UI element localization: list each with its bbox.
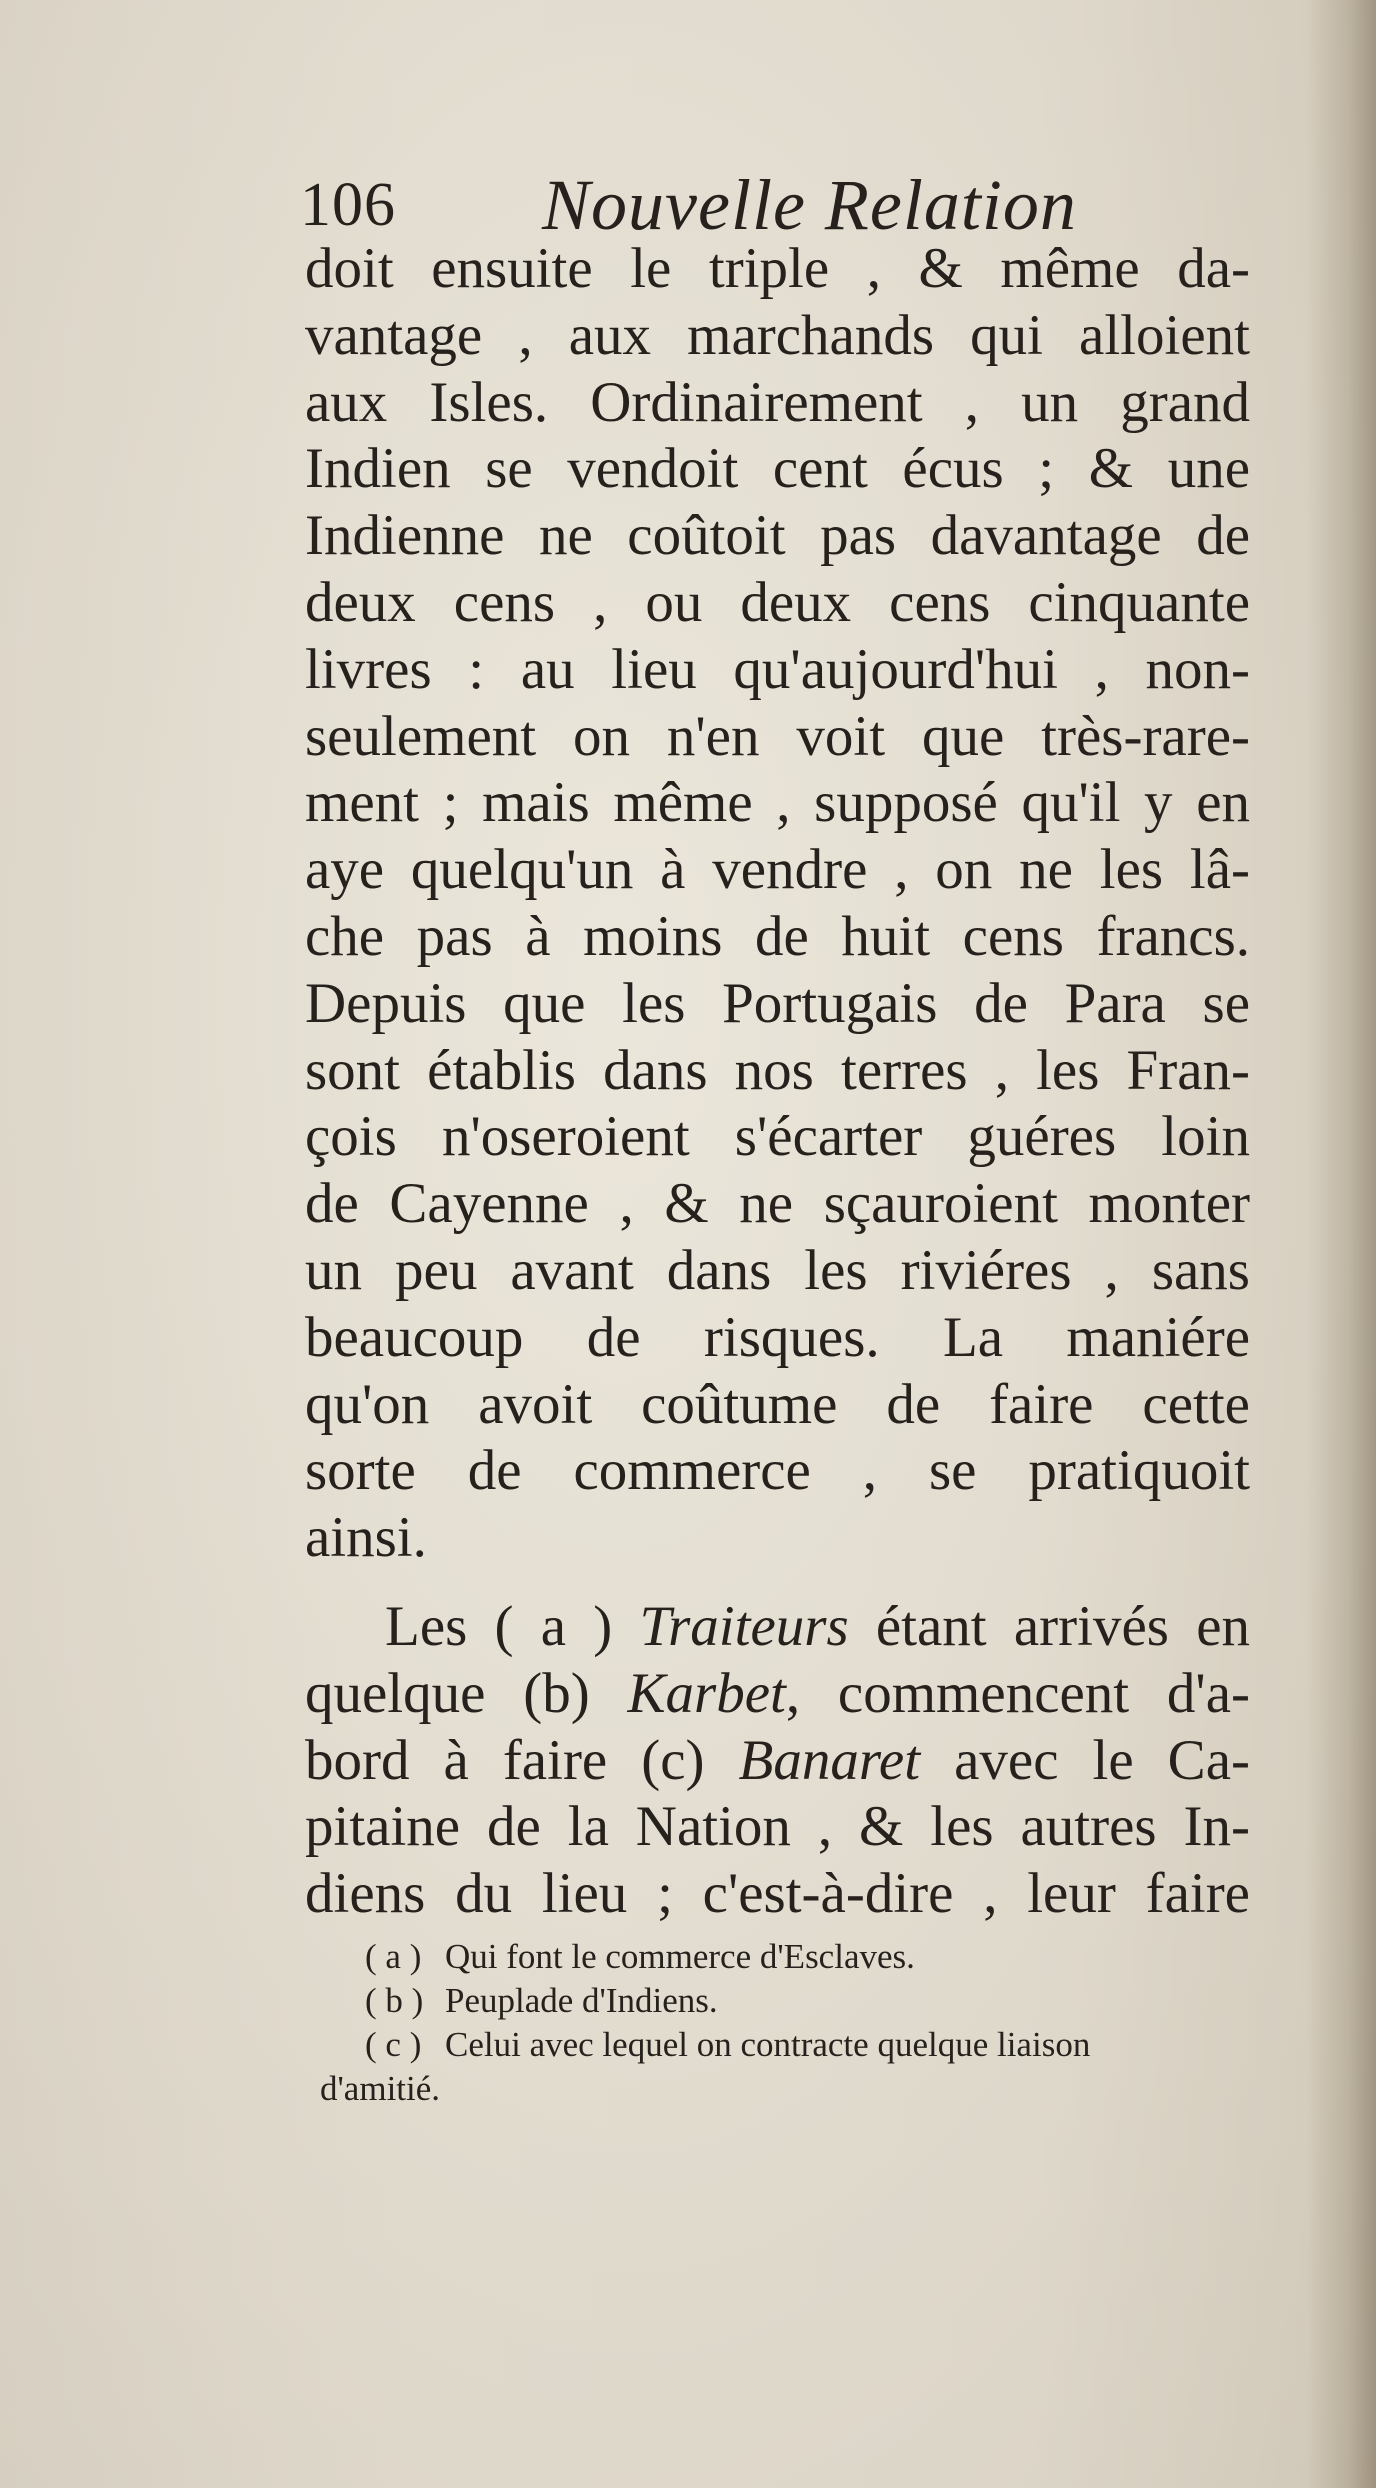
text-line: aye quelqu'un à vendre , on ne les lâ- <box>305 838 1250 902</box>
text-line: qu'on avoit coûtume de faire cette <box>305 1372 1250 1436</box>
text-run: avec le Ca- <box>920 1728 1250 1792</box>
footnote-marker: ( c ) <box>365 2025 422 2064</box>
paragraph2-line-5: diens du lieu ; c'est-à-dire , leur faire <box>305 1862 1250 1926</box>
text-line: çois n'oseroient s'écarter guéres loin <box>305 1105 1250 1169</box>
footnote-continuation: d'amitié. <box>320 2069 441 2108</box>
footnote-text: Qui font le commerce d'Esclaves. <box>445 1937 915 1976</box>
running-title: Nouvelle Relation <box>542 165 1077 245</box>
footnote <box>320 1935 1260 1979</box>
text-line: livres : au lieu qu'aujourd'hui , non- <box>305 637 1250 701</box>
footnote-text: Celui avec lequel on contracte quelque liaison <box>445 2025 1091 2064</box>
italic-term: Banaret <box>738 1728 921 1792</box>
paragraph2-line-1 <box>305 1594 1250 1661</box>
text-line: ainsi. <box>305 1506 427 1570</box>
paragraph-gap <box>305 1572 1250 1594</box>
italic-term: Karbet <box>627 1661 786 1725</box>
footnote-text: Peuplade d'Indiens. <box>445 1981 718 2020</box>
text-line: sorte de commerce , se pratiquoit <box>305 1439 1250 1503</box>
text-run: bord à faire (c) <box>305 1728 739 1792</box>
footnote <box>320 2023 1260 2067</box>
paragraph2-line-3 <box>305 1728 1250 1795</box>
text-line: Depuis que les Portugais de Para se <box>305 971 1250 1035</box>
paragraph2-line-4: pitaine de la Nation , & les autres In- <box>305 1795 1250 1859</box>
text-line: un peu avant dans les riviéres , sans <box>305 1238 1250 1302</box>
text-run: étant arrivés en <box>848 1594 1251 1658</box>
page-number: 106 <box>300 171 396 239</box>
text-line: doit ensuite le triple , & même da- <box>305 237 1250 300</box>
text-line: sont établis dans nos terres , les Fran- <box>305 1038 1250 1102</box>
text-line: Indien se vendoit cent écus ; & une <box>305 437 1250 501</box>
text-line: ment ; mais même , supposé qu'il y en <box>305 771 1250 835</box>
text-line: seulement on n'en voit que très-rare- <box>305 704 1250 768</box>
text-run: , commencent d'a- <box>785 1661 1250 1725</box>
italic-term: Traiteurs <box>639 1594 849 1658</box>
paragraph2-line-2 <box>305 1661 1250 1728</box>
text-line: vantage , aux marchands qui alloient <box>305 303 1250 367</box>
text-run: Les ( a ) <box>385 1594 640 1658</box>
text-line: deux cens , ou deux cens cinquante <box>305 570 1250 634</box>
text-line: aux Isles. Ordinairement , un grand <box>305 370 1250 434</box>
footnote-marker: ( b ) <box>365 1981 424 2020</box>
text-run: quelque (b) <box>305 1661 628 1725</box>
text-line: de Cayenne , & ne sçauroient monter <box>305 1172 1250 1236</box>
binding-shadow <box>1306 0 1376 2488</box>
text-line: che pas à moins de huit cens francs. <box>305 904 1250 968</box>
footnote <box>320 1979 1260 2023</box>
text-line: beaucoup de risques. La maniére <box>305 1305 1250 1369</box>
text-line: Indienne ne coûtoit pas davantage de <box>305 504 1250 568</box>
footnote-marker: ( a ) <box>365 1937 422 1976</box>
footnotes <box>320 1935 1260 2111</box>
body-text <box>305 236 1250 1928</box>
